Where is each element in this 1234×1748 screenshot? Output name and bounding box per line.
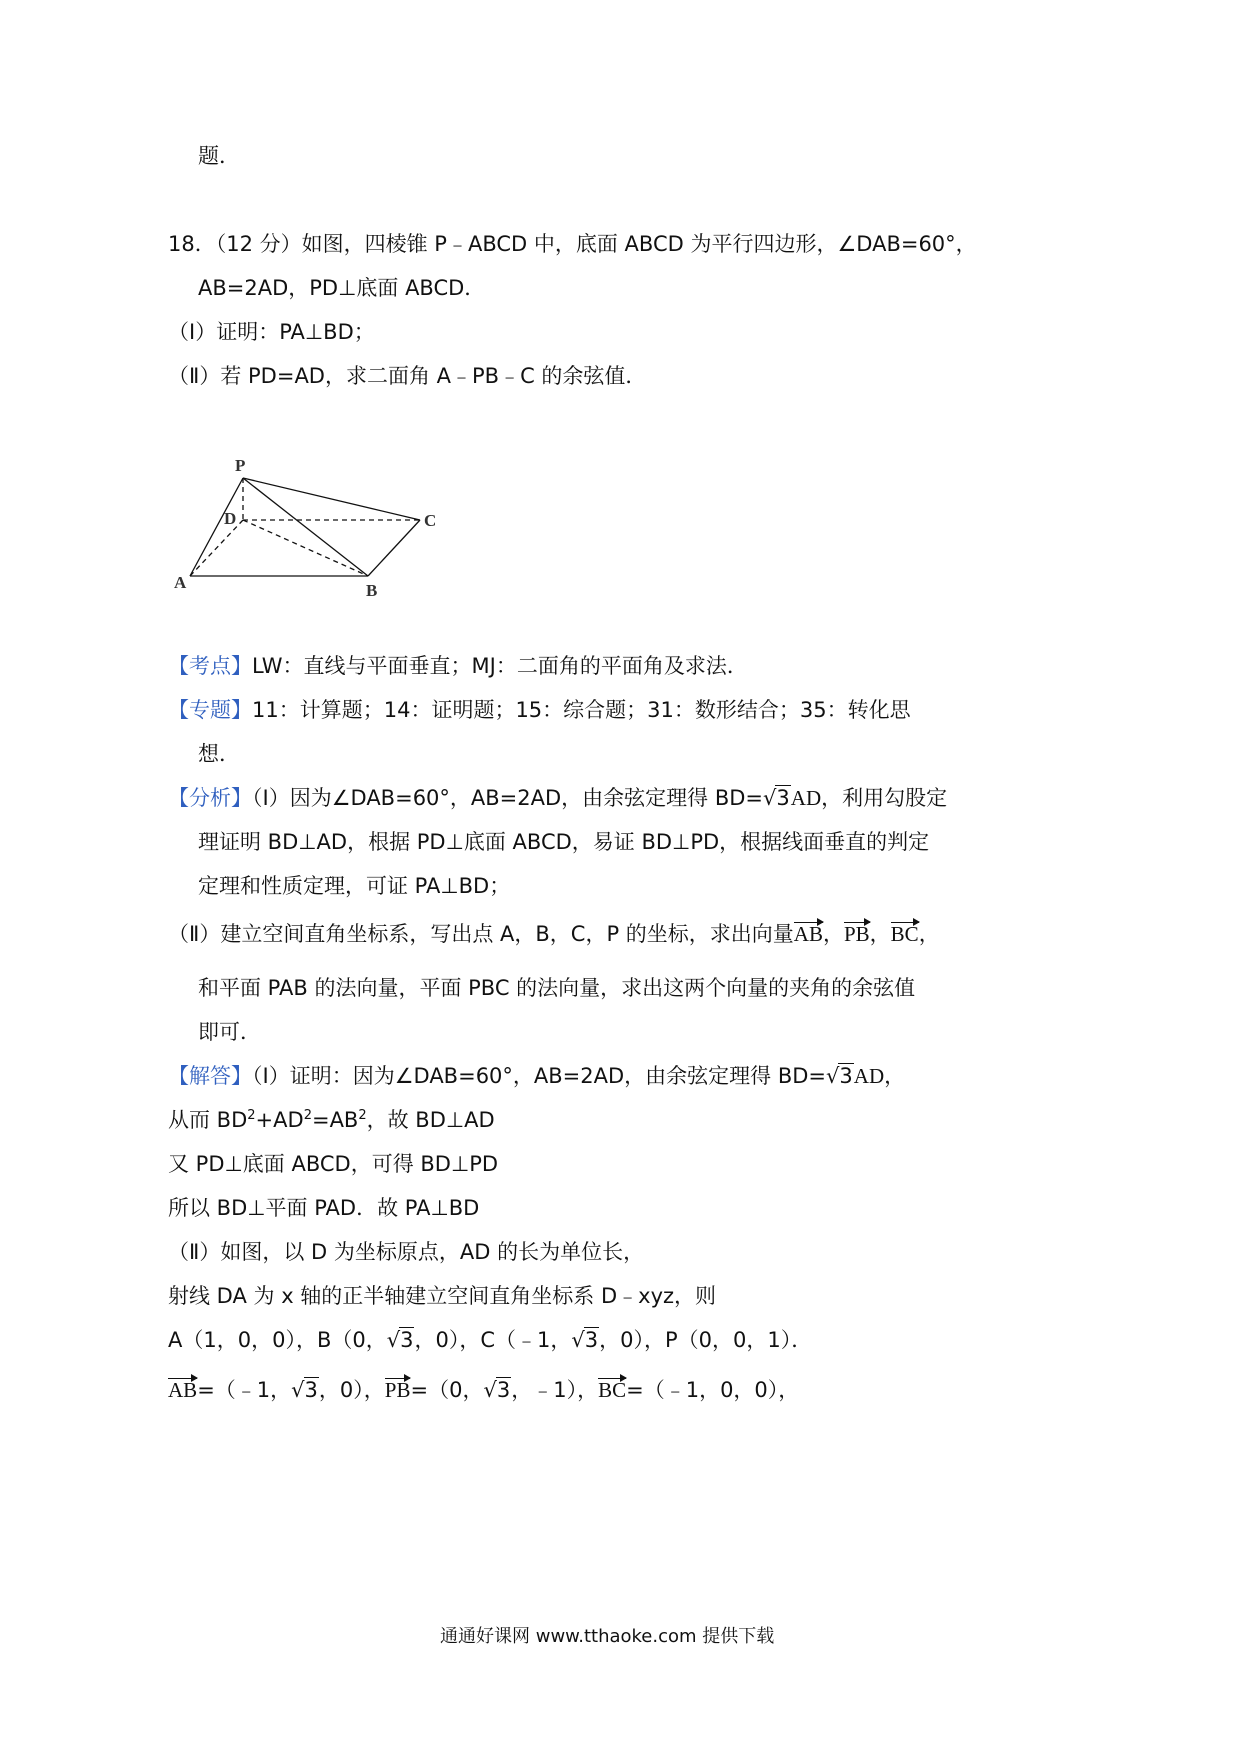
problem-title: 18．（12 分）如图，四棱锥 P﹣ABCD 中，底面 ABCD 为平行四边形，∠DAB=60°， [168, 232, 977, 256]
text-line: （Ⅱ）如图，以 D 为坐标原点，AD 的长为单位长， [168, 1240, 645, 1264]
vector-BC: BC [598, 1378, 627, 1402]
label-P: P [235, 456, 246, 475]
text-line: 所以 BD⊥平面 PAD．故 PA⊥BD [168, 1196, 480, 1220]
text-line: 定理和性质定理，可证 PA⊥BD； [198, 874, 511, 898]
jieda-tag: 【解答】 [168, 1064, 252, 1088]
kaodian-tag: 【考点】 [168, 654, 252, 678]
zhuanti-tag: 【专题】 [168, 698, 252, 722]
sqrt-3: √3 [763, 786, 790, 810]
edge-BC [368, 520, 420, 576]
kaodian: 【考点】LW：直线与平面垂直；MJ：二面角的平面角及求法． [168, 654, 748, 678]
vector-AB: AB [168, 1378, 198, 1402]
text-line: 从而 $BD^2+AD^2=AB^2$，故 BD⊥AD [168, 1108, 495, 1132]
label-B: B [366, 581, 378, 600]
zhuanti: 【专题】11：计算题；14：证明题；15：综合题；31：数形结合；35：转化思 [168, 698, 911, 722]
sqrt-3: √3 [826, 1064, 853, 1088]
jieda: 【解答】（Ⅰ）证明：因为∠DAB=60°，AB=2AD，由余弦定理得 BD=√3AD， [168, 1064, 906, 1088]
vector-PB: PB [384, 1378, 411, 1402]
vector-PB: PB [843, 922, 870, 946]
text-line: 射线 DA 为 x 轴的正半轴建立空间直角坐标系 D﹣xyz，则 [168, 1284, 717, 1308]
edge-DA [190, 520, 243, 576]
text-line: 即可． [198, 1020, 261, 1044]
label-D: D [224, 509, 237, 528]
fenxi-tag: 【分析】 [168, 786, 252, 810]
text-line: 题． [198, 144, 240, 168]
fenxi: 【分析】（Ⅰ）因为∠DAB=60°，AB=2AD，由余弦定理得 BD=√3AD，利用勾股定 [168, 786, 948, 810]
edge-DB [243, 520, 368, 576]
text-line: AB=2AD，PD⊥底面 ABCD． [198, 276, 486, 300]
text-line: 理证明 BD⊥AD，根据 PD⊥底面 ABCD，易证 BD⊥PD，根据线面垂直的判定 [198, 830, 930, 854]
vector-AB: AB [793, 922, 823, 946]
footer-watermark: 通通好课网 www.tthaoke.com 提供下载 [440, 1626, 775, 1647]
text-line: 和平面 PAB 的法向量，平面 PBC 的法向量，求出这两个向量的夹角的余弦值 [198, 976, 916, 1000]
text-line: 想． [198, 742, 240, 766]
question-part-1: （Ⅰ）证明：PA⊥BD； [168, 320, 375, 344]
label-C: C [424, 511, 437, 530]
coordinates-line: A（1，0，0），B（0，√3，0），C（﹣1，√3，0），P（0，0，1）． [168, 1328, 813, 1352]
pyramid-figure [174, 452, 498, 672]
question-part-2: （Ⅱ）若 PD=AD，求二面角 A﹣PB﹣C 的余弦值． [168, 364, 647, 388]
vectors-line: AB=（﹣1，√3，0），PB=（0，√3，﹣1），BC=（﹣1，0，0）， [168, 1378, 800, 1402]
vector-BC: BC [890, 922, 919, 946]
text-line: （Ⅱ）建立空间直角坐标系，写出点 A，B，C，P 的坐标，求出向量AB，PB，BC， [168, 922, 940, 946]
text-line: 又 PD⊥底面 ABCD，可得 BD⊥PD [168, 1152, 499, 1176]
label-A: A [174, 573, 187, 592]
